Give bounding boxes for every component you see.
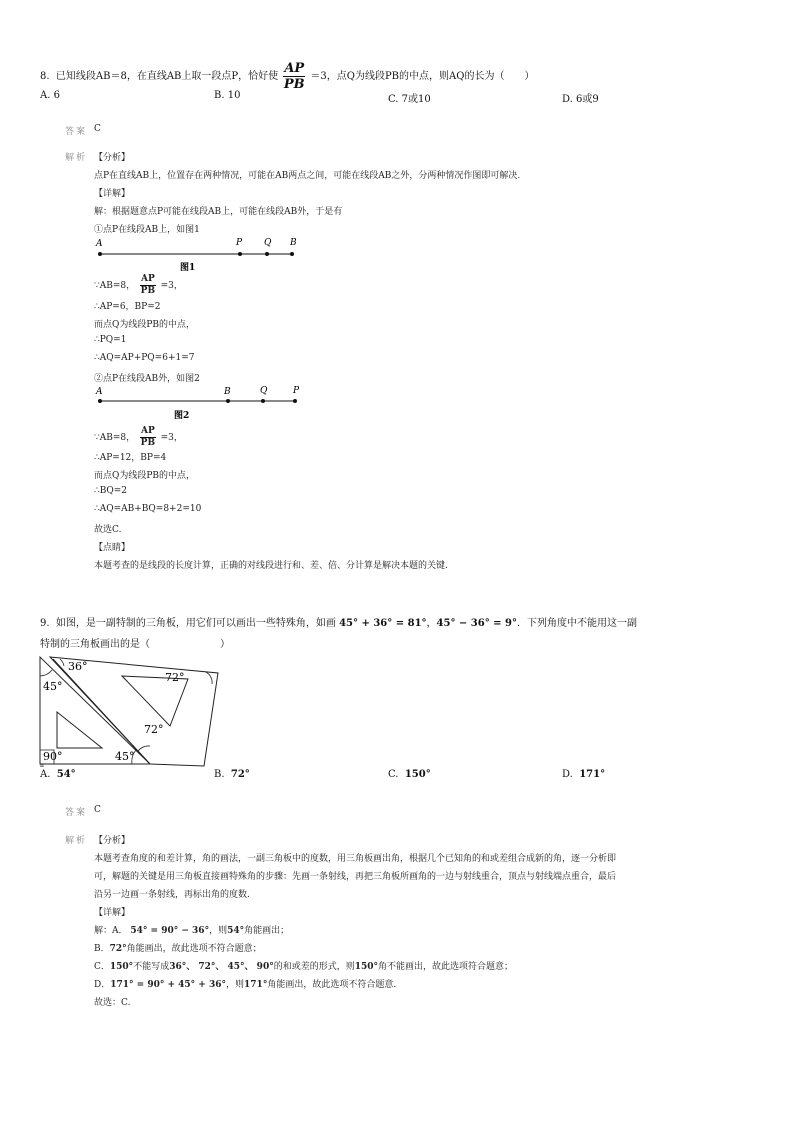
fig2-point-b	[226, 399, 230, 403]
q9-xiangjie-heading: 【详解】	[94, 908, 131, 918]
q9-option-d[interactable]	[562, 769, 605, 780]
q9-stem-line2: 特制的三角板画出的是（ ）	[40, 639, 230, 650]
q8-case1: ①点P在线段AB上，如图1	[94, 225, 200, 235]
fig1-point-b	[290, 252, 294, 256]
q9-analysis-label: 解析	[65, 836, 88, 846]
arc-72-bottom	[138, 746, 150, 751]
q9-stem-part-a: 如图，是一副特制的三角板，用它们可以画出一些特殊角，如画	[55, 618, 336, 629]
q8-c1-line4: ∴PQ=1	[94, 335, 127, 345]
fig2-label-a: A	[96, 387, 103, 397]
q8-stem-part-a: 已知线段AB＝8，在直线AB上取一段点P，恰好使	[55, 71, 279, 82]
q8-stem	[40, 62, 534, 91]
q8-frac-num: AP	[284, 61, 305, 76]
corner-mark: n	[40, 762, 44, 768]
q9-option-c-value: 150°	[404, 769, 431, 780]
q9-option-b-value: 72°	[230, 769, 250, 780]
q8-case2: ②点P在线段AB外，如图2	[94, 374, 200, 384]
q8-c1-line2: ∴AP=6，BP=2	[94, 302, 161, 312]
q9-stem-line1	[40, 614, 637, 629]
q9-sa-then: ，则	[209, 926, 228, 936]
q9-option-a-letter: A.	[40, 769, 51, 780]
q9-answer: C	[94, 805, 101, 815]
q8-fraction	[283, 62, 305, 91]
fig1-label-q: Q	[264, 238, 272, 248]
q9-sd-result: 角能画出，故此选项不符合题意.	[267, 980, 397, 990]
q8-c2-line4: ∴BQ=2	[94, 486, 127, 496]
q9-sc-value2: 150°	[354, 962, 379, 972]
q9-sd-value: 171°	[244, 980, 268, 990]
arc-72-top	[206, 672, 212, 684]
label-45-bottom: 45°	[115, 750, 135, 763]
label-36: 36°	[68, 660, 88, 673]
q8-choose: 故选C.	[94, 525, 122, 535]
q8-fenxi-heading: 【分析】	[94, 153, 131, 163]
q8-fenxi-text: 点P在直线AB上，位置存在两种情况，可能在AB两点之间，可能在线段AB之外，分两种情况作图即可解决.	[94, 171, 521, 181]
q8-xiangjie-heading: 【详解】	[94, 189, 131, 199]
label-45-top: 45°	[43, 680, 63, 693]
q8-c1-line3: 而点Q为线段PB的中点，	[94, 320, 196, 330]
q9-sc-prefix: C．	[94, 962, 110, 972]
q8-stem-part-b: ＝3，点Q为线段PB的中点，则AQ的长为（ ）	[310, 71, 535, 82]
q8-dianjing-heading: 【点睛】	[94, 543, 131, 553]
q9-fenxi-line3: 沿另一边画一条射线，再标出角的度数.	[94, 890, 250, 900]
q9-solution-b	[94, 941, 262, 954]
q8-c2-line1	[94, 427, 183, 448]
q9-stem-part-b: ．下列角度中不能用这一副	[517, 618, 638, 629]
q8-c2-fraction	[140, 427, 156, 448]
q8-c2-frac-num: AP	[140, 426, 155, 436]
q8-c2-ratio: =3，	[160, 433, 183, 443]
q8-c2-line3: 而点Q为线段PB的中点，	[94, 471, 196, 481]
q8-c1-frac-den: PB	[140, 286, 156, 296]
q8-option-a[interactable]: A. 6	[40, 90, 60, 101]
q9-sc-form: 的和或差的形式，则	[273, 962, 355, 972]
q8-option-b[interactable]: B. 10	[214, 90, 241, 101]
q8-c2-line5: ∴AQ=AB+BQ=8+2=10	[94, 504, 202, 514]
q9-option-a[interactable]	[40, 769, 76, 780]
label-72-top: 72°	[165, 671, 185, 684]
fig2-caption: 图2	[174, 411, 190, 421]
q8-figure-1	[90, 232, 310, 274]
q8-c2-frac-den: PB	[140, 438, 156, 448]
q9-sa-eq: 54° = 90° − 36°	[130, 926, 210, 936]
q9-fenxi-line1: 本题考查角度的和差计算，角的画法，一副三角板中的度数，用三角板画出角，根据几个已知角的和或差组合成新的角，逐一分析即	[94, 854, 617, 864]
q9-solution-c	[94, 959, 513, 972]
q8-option-c[interactable]: C. 7或10	[388, 94, 431, 105]
fig1-point-p	[238, 252, 242, 256]
q9-sd-then: ，则	[226, 980, 245, 990]
q8-figure-2	[90, 380, 310, 422]
q9-choose: 故选：C.	[94, 998, 131, 1008]
label-90: 90°	[43, 750, 63, 763]
q9-option-b[interactable]	[214, 769, 250, 780]
q8-c1-frac-num: AP	[140, 274, 155, 284]
q9-option-c[interactable]	[388, 769, 431, 780]
q8-frac-den: PB	[283, 77, 305, 92]
q9-option-c-letter: C.	[388, 769, 399, 780]
q8-c1-ratio: =3，	[160, 281, 183, 291]
q8-intro: 解：根据题意点P可能在线段AB上，可能在线段AB外，于是有	[94, 207, 343, 217]
q9-eq2: 45° − 36° = 9°	[436, 618, 518, 629]
q9-sc-value: 150°	[109, 962, 134, 972]
fig1-label-a: A	[96, 239, 103, 249]
q9-option-d-value: 171°	[579, 769, 606, 780]
q8-c1-given: ∵AB=8，	[94, 281, 136, 291]
q8-answer-label: 答案	[65, 127, 88, 137]
q9-sb-result: 角能画出，故此选项不符合题意；	[126, 944, 262, 954]
q9-option-d-letter: D.	[562, 769, 573, 780]
fig1-label-b: B	[290, 238, 297, 248]
q9-sb-prefix: B．	[94, 944, 110, 954]
q9-number: 9.	[40, 618, 50, 629]
q9-sa-value: 54°	[227, 926, 245, 936]
label-72-bottom: 72°	[144, 723, 164, 736]
q9-eq1: 45° + 36° = 81°	[339, 618, 427, 629]
q9-option-a-value: 54°	[56, 769, 76, 780]
q8-c2-given: ∵AB=8，	[94, 433, 136, 443]
fig2-point-p	[293, 399, 297, 403]
q8-number: 8.	[40, 71, 50, 82]
q9-sb-value: 72°	[109, 944, 127, 954]
q9-sa-result: 角能画出；	[244, 926, 290, 936]
fig1-point-a	[98, 252, 102, 256]
q9-option-b-letter: B.	[214, 769, 225, 780]
q9-sc-cannot: 不能写成	[133, 962, 170, 972]
set-square-45-inner	[57, 712, 102, 748]
fig2-label-b: B	[224, 387, 231, 397]
q9-fenxi-heading: 【分析】	[94, 836, 131, 846]
arc-36	[60, 659, 64, 666]
q9-sc-result: 角不能画出，故此选项符合题意；	[378, 962, 514, 972]
fig2-point-q	[261, 399, 265, 403]
q8-c1-line1	[94, 275, 183, 296]
q8-analysis-label: 解析	[65, 153, 88, 163]
q9-solution-a	[94, 923, 289, 936]
arc-45-top	[40, 670, 52, 676]
q8-option-d[interactable]: D. 6或9	[562, 94, 599, 105]
fig2-label-q: Q	[260, 386, 268, 396]
fig1-caption: 图1	[180, 263, 196, 273]
q8-c2-line2: ∴AP=12，BP=4	[94, 453, 167, 463]
q9-sa-prefix: 解：A．	[94, 926, 128, 936]
fig2-label-p: P	[293, 386, 300, 396]
q8-c1-line5: ∴AQ=AP+PQ=6+1=7	[94, 353, 195, 363]
q9-fenxi-line2: 可，解题的关键是用三角板直接画特殊角的步骤：先画一条射线，再把三角板所画角的一边与射线重合，顶点与射线端点重合，最后	[94, 872, 617, 882]
q9-sep: ，	[426, 618, 437, 629]
fig1-label-p: P	[236, 238, 243, 248]
q9-sc-list: 36°、 72°、 45°、 90°	[169, 962, 274, 972]
q8-dianjing-text: 本题考查的是线段的长度计算，正确的对线段进行和、差、倍、分计算是解决本题的关键.	[94, 561, 448, 571]
q9-figure	[38, 654, 220, 768]
q8-answer: C	[94, 124, 101, 134]
q9-answer-label: 答案	[65, 808, 88, 818]
fig1-point-q	[265, 252, 269, 256]
q9-sd-prefix: D．	[94, 980, 111, 990]
q8-c1-fraction	[140, 275, 156, 296]
q9-sd-eq: 171° = 90° + 45° + 36°	[110, 980, 227, 990]
q9-solution-d	[94, 977, 396, 990]
fig2-point-a	[98, 399, 102, 403]
